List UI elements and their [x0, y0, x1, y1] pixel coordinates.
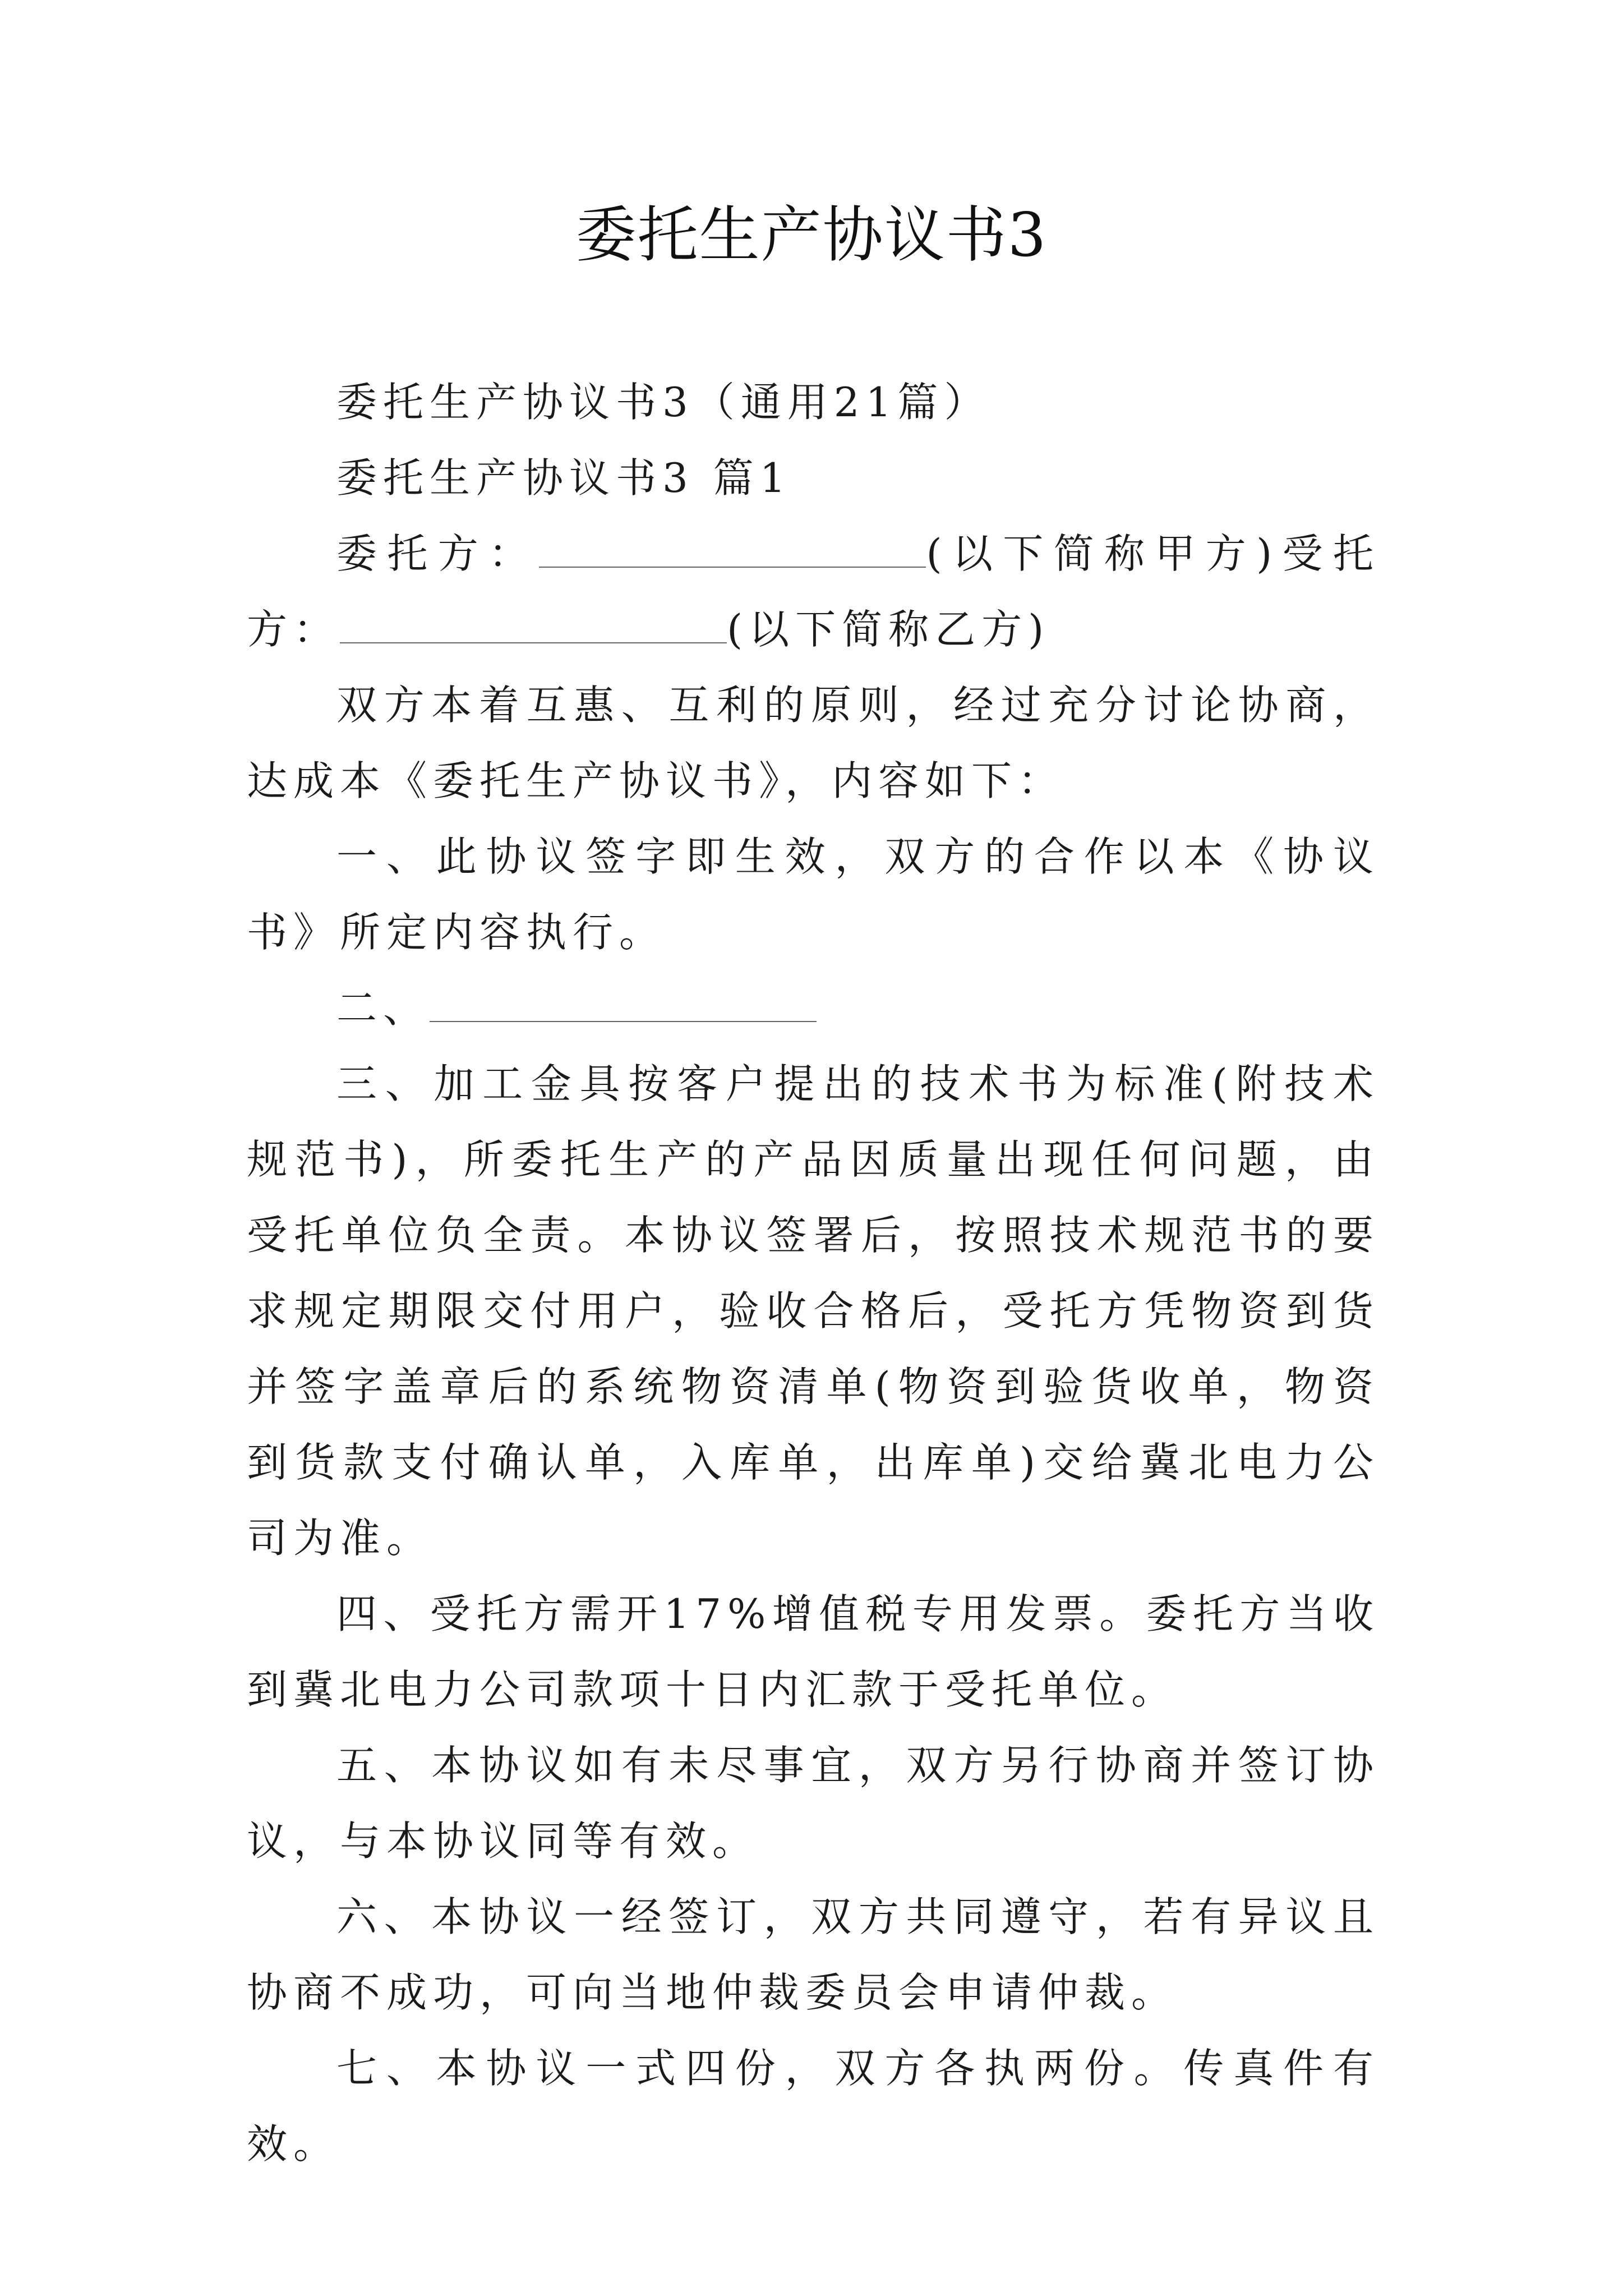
- clause-4: 四、受托方需开17%增值税专用发票。委托方当收到冀北电力公司款项十日内汇款于受托单位。: [247, 1590, 1380, 1713]
- clause-2: [247, 970, 1380, 1046]
- clause-7: 七、本协议一式四份，双方各执两份。传真件有效。: [247, 2045, 1380, 2168]
- intro-paragraph: 双方本着互惠、互利的原则，经过充分讨论协商，达成本《委托生产协议书》，内容如下：: [247, 682, 1380, 804]
- trustee-suffix: (以下简称乙方): [727, 606, 1050, 653]
- clause-3: 三、加工金具按客户提出的技术书为标准(附技术规范书)，所委托生产的产品因质量出现任何问题，由受托单位负全责。本协议签署后，按照技术规范书的要求规定期限交付用户，验收合格后，受托方凭物资到货并签字盖章后的系统物资清单(物资到验货收单，物资到货款支付确认单，入库单，出库单)交给冀北电力公司为准。: [247, 1060, 1380, 1562]
- document-title: 委托生产协议书3: [575, 200, 1048, 270]
- clause-2-blank: [430, 986, 817, 1022]
- section-heading: 委托生产协议书3 篇1: [336, 454, 792, 501]
- trustee-blank: [340, 608, 727, 643]
- clause-5: 五、本协议如有未尽事宜，双方另行协商并签订协议，与本协议同等有效。: [247, 1742, 1380, 1865]
- entrust-label: 委托方：: [336, 530, 540, 577]
- document-subtitle: 委托生产协议书3（通用21篇）: [336, 379, 991, 426]
- clause-1: 一、此协议签字即生效，双方的合作以本《协议书》所定内容执行。: [247, 833, 1380, 956]
- clause-2-label: 二、: [336, 984, 430, 1032]
- entrust-suffix: (以下简称甲方)受托方：: [247, 530, 1380, 653]
- document-body: [247, 365, 1380, 2182]
- parties-paragraph: [247, 516, 1380, 668]
- clause-6: 六、本协议一经签订，双方共同遵守，若有异议且协商不成功，可向当地仲裁委员会申请仲裁。: [247, 1893, 1380, 2016]
- entrust-blank: [539, 532, 926, 568]
